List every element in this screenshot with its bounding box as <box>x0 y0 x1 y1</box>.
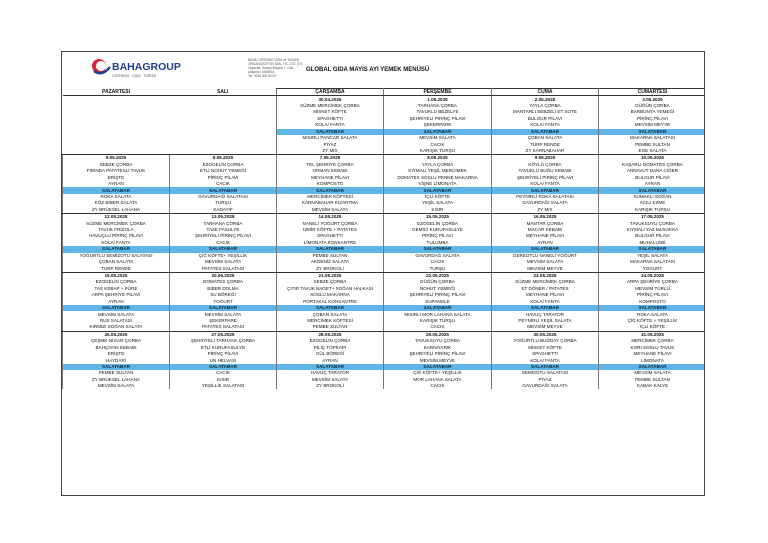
menu-item: MERCİMEK KÖFTESİ <box>277 194 384 200</box>
menu-item: ZY MİX <box>492 207 599 214</box>
menu-item: SEBZE ÇORBA <box>277 279 384 285</box>
menu-item: LİMONATA <box>599 357 706 363</box>
salad-bar-cell: SALATABAR <box>599 129 706 135</box>
menu-item: EZOGELİN ÇORBA <box>277 338 384 344</box>
menu-item: SPAGHETTI <box>492 351 599 357</box>
day-header: CUMARTESİ <box>599 89 706 96</box>
menu-item: DÜĞÜN ÇORBA <box>599 103 706 109</box>
page-title: GLOBAL GIDA MAYIS AYI YEMEK MENÜSÜ <box>306 67 430 73</box>
menu-item: BİBER DOLMA <box>170 286 277 292</box>
menu-item: MEVSİM SALATA <box>277 377 384 383</box>
menu-item: HAYDARİ <box>63 357 170 363</box>
salad-bar-cell: SALATABAR <box>63 364 170 370</box>
menu-item: TURP RENDE <box>492 141 599 147</box>
menu-item: ÇITIR TAVUK BAGET+ SOĞAN HALKASI <box>277 286 384 292</box>
date-cell: 12.05.2025 <box>63 214 170 221</box>
menu-item: MEVSİM SALATA <box>277 207 384 214</box>
menu-item: PİRİNÇ PİLAVI <box>599 292 706 298</box>
menu-item: MEVSİM SALATA <box>384 135 492 141</box>
salad-bar-cell: SALATABAR <box>277 187 384 193</box>
menu-item: HAVUÇ TARATOR <box>277 370 384 376</box>
menu-item: MEVSİM MEYVE <box>492 265 599 272</box>
menu-item: TURP RENDE <box>63 265 170 272</box>
day-header: PERŞEMBE <box>384 89 492 96</box>
menu-item: PEMBE SULTAN <box>599 377 706 383</box>
menu-item: TURŞU <box>170 200 277 206</box>
brand-name: BAHAGROUP <box>112 61 181 73</box>
salad-bar-cell: SALATABAR <box>599 305 706 311</box>
baha-group-logo <box>90 55 195 85</box>
menu-item: PATATES SALATASI <box>170 324 277 331</box>
menu-item: AYRAN <box>63 181 170 187</box>
menu-item: GAVURDAĞI SALATA <box>492 383 599 389</box>
salad-bar-cell: SALATABAR <box>492 364 599 370</box>
menu-item: LİMONATA KONSANTRE <box>277 240 384 246</box>
company-info-line: Organize Sanayi Bölgesi 7. Cad. <box>248 66 295 70</box>
company-info-line: BAHA CATERING GIDA ve TURİZM <box>248 58 300 62</box>
menu-item: ÇİĞ KÖFTE+ YEŞİLLİK <box>170 253 277 259</box>
menu-item: ŞEHRİYELİ PİRİNÇ PİLAVI <box>384 351 492 357</box>
menu-item: AYRAN <box>63 299 170 305</box>
menu-item: GAVURDAĞ SALATA <box>384 253 492 259</box>
menu-item: KARIŞIK TURŞU <box>384 318 492 324</box>
menu-item: DOMATES SOSLU PENNE MAKARNA <box>384 174 492 180</box>
menu-item: TAS KEBAP + PÜRE <box>63 286 170 292</box>
date-cell: 13.05.2025 <box>170 214 277 221</box>
menu-item: KARIŞIK TURŞU <box>384 148 492 155</box>
salad-bar-cell: SALATABAR <box>170 187 277 193</box>
menu-item: EGE SALATA <box>599 148 706 155</box>
day-header: CUMA <box>492 89 599 96</box>
menu-item: AKDENİZ SALATA <box>277 259 384 265</box>
date-cell: 5.05.2025 <box>63 155 170 162</box>
menu-item: PEMBE SULTAN <box>599 141 706 147</box>
menu-item: KIYMALI YAZ MUSAKKA <box>599 227 706 233</box>
menu-item: CACIK <box>170 240 277 246</box>
menu-item: YAYLA ÇORBA <box>492 103 599 109</box>
menu-item: TAVUK FRİZOLA <box>63 227 170 233</box>
menu-item: MEVSİM SALATA <box>170 311 277 317</box>
menu-item: SÜZME MERCİMEK ÇORBA <box>63 220 170 226</box>
menu-item: YOĞURTLU SEMİZOTU SALATASI <box>63 253 170 259</box>
menu-item: KARIŞIK TURŞU <box>599 207 706 214</box>
menu-item: SOSLU MAKARNA <box>277 292 384 298</box>
menu-item: ERİŞTE <box>63 351 170 357</box>
sheet-header <box>62 52 704 88</box>
menu-item: ŞEHRİYELİ PİRİNÇ PİLAVI <box>384 116 492 122</box>
menu-item: PEMBE SULTAN <box>277 253 384 259</box>
menu-item: ÇOBAN SALATA <box>492 135 599 141</box>
menu-item: GAVURDAĞI SALATASI <box>170 194 277 200</box>
menu-row <box>63 383 706 389</box>
menu-item: MEVSİM TÜRLÜ <box>599 286 706 292</box>
menu-item: MEVSİM MEYVE <box>599 122 706 128</box>
menu-item: ŞEHRİYELİ PİRİNÇ PİLAVI <box>384 292 492 298</box>
date-cell: 26.05.2025 <box>63 331 170 338</box>
company-info-line: Alaşehir / MANİSA <box>248 70 275 74</box>
menu-item: ERİŞTE <box>63 174 170 180</box>
company-info-line: Tel: 0236 000 00 00 <box>248 74 277 78</box>
menu-item: MISKET KÖFTE <box>492 344 599 350</box>
menu-item: ARPA ŞEHRİYE ÇORBA <box>599 279 706 285</box>
menu-item: KABAK KALYE <box>599 383 706 389</box>
menu-item: KISIR <box>170 377 277 383</box>
menu-item: MANTARLI SEBZELİ ET SOTE <box>492 109 599 115</box>
menu-item: PİYAZ <box>492 377 599 383</box>
menu-item: TARHANA ÇORBA <box>384 103 492 109</box>
menu-item: İÇLİ KÖFTE <box>384 194 492 200</box>
brand-tagline: CATERING · GIDA · TURİZM <box>112 74 157 78</box>
menu-item: ZY MIX <box>277 148 384 155</box>
menu-item: KOLA/ FANTA <box>492 357 599 363</box>
date-cell: 24.05.2025 <box>599 272 706 279</box>
menu-item: KISIR <box>384 207 492 214</box>
menu-item: KIRMIZI SOĞAN SALATA <box>63 324 170 331</box>
menu-item: CACIK <box>384 141 492 147</box>
menu-item: KOLA/ FANTA <box>492 122 599 128</box>
date-cell: 10.05.2025 <box>599 155 706 162</box>
menu-item: MEYHANE PİLAVI <box>492 233 599 239</box>
menu-item: FIRINDA PATATESLİ TAVUK <box>63 168 170 174</box>
menu-item: YEŞİLLİK SALATASI <box>170 383 277 389</box>
menu-item: BAHÇIVAN KEBABI <box>63 344 170 350</box>
menu-item: YAYLA ÇORBA <box>384 162 492 168</box>
menu-item: PEYNİRLİ YEŞİL SALATA <box>492 318 599 324</box>
date-cell: 29.05.2025 <box>384 331 492 338</box>
menu-item: ROKA SALATA <box>599 311 706 317</box>
date-cell: 30.04.2025 <box>277 96 384 103</box>
date-cell: 8.05.2025 <box>384 155 492 162</box>
menu-item: TULUMBA <box>384 240 492 246</box>
menu-item: DOMATES ÇORBA <box>170 279 277 285</box>
menu-item: ORMAN KEBABI <box>277 168 384 174</box>
menu-row <box>63 148 706 155</box>
menu-item: MANTAR ÇORBA <box>492 220 599 226</box>
menu-item <box>63 96 170 103</box>
menu-item: NOHUT YEMEĞİ <box>384 286 492 292</box>
menu-item: BULGUR PİLAVI <box>599 174 706 180</box>
date-cell: 31.05.2025 <box>599 331 706 338</box>
menu-item: SÜZME MERCİMEK ÇORBA <box>277 103 384 109</box>
menu-item: GÜL BÖREĞİ <box>277 351 384 357</box>
salad-bar-cell: SALATABAR <box>170 364 277 370</box>
salad-bar-cell: SALATABAR <box>384 364 492 370</box>
salad-bar-cell: SALATABAR <box>63 187 170 193</box>
menu-item: DÜĞÜN ÇORBA <box>384 279 492 285</box>
menu-item: KIYMALI YEŞİL MERCİMEK <box>384 168 492 174</box>
salad-bar-cell: SALATABAR <box>63 246 170 252</box>
date-cell: 14.05.2025 <box>277 214 384 221</box>
menu-item: PEYNİRLİ ROKA SALATASI <box>492 194 599 200</box>
menu-item: ŞEHRİYELİ TARHANA ÇORBA <box>170 338 277 344</box>
menu-item: NANELİ YOĞURT ÇORBA <box>277 220 384 226</box>
salad-bar-cell: SALATABAR <box>384 129 492 135</box>
menu-item: EZOGELİN ÇORBA <box>384 220 492 226</box>
salad-bar-cell: SALATABAR <box>492 246 599 252</box>
menu-item: ŞEHRİYELİ PİRİNÇ PİLAVI <box>170 233 277 239</box>
menu-item: YOGURT <box>599 265 706 272</box>
date-cell: 22.05.2025 <box>384 272 492 279</box>
menu-item: ZY BRÜKSEL LAHANA <box>63 207 170 214</box>
menu-item: ARPA ŞEHRİYE PİLAVI <box>63 292 170 298</box>
menu-item: SEBZE ÇORBA <box>63 162 170 168</box>
menu-item: MERCİMEK KÖFTESİ <box>277 318 384 324</box>
salad-bar-cell: SALATABAR <box>277 305 384 311</box>
menu-item: TAVUKLU BEZELYE <box>384 109 492 115</box>
date-cell: 19.05.2025 <box>63 272 170 279</box>
menu-item: MEVSİM SALATA <box>170 259 277 265</box>
menu-item: MEVSİM MEYVE <box>384 357 492 363</box>
menu-item: MISIRLI PANCAR SALATA <box>277 135 384 141</box>
menu-item: YOĞURTLU BUĞDAY ÇORBA <box>492 338 599 344</box>
salad-bar-cell: SALATABAR <box>170 246 277 252</box>
menu-item: MEVSİM MEYVE <box>492 324 599 331</box>
menu-item: PİRİNÇ PİLAVI <box>599 116 706 122</box>
salad-bar-cell: SALATABAR <box>277 129 384 135</box>
day-header: SALI <box>170 89 277 96</box>
menu-item: TAZE FASULYE <box>170 227 277 233</box>
menu-item <box>170 148 277 155</box>
menu-item: MISIRLI MOR LAHANA SALATA <box>384 311 492 317</box>
menu-item: MISKET KÖFTE <box>277 109 384 115</box>
date-cell: 16.05.2025 <box>492 214 599 221</box>
salad-bar-cell: SALATABAR <box>170 305 277 311</box>
salad-bar-cell: SALATABAR <box>492 305 599 311</box>
menu-item: MEVSİM SALATA <box>599 370 706 376</box>
salad-bar-cell: SALATABAR <box>63 305 170 311</box>
menu-item: MEYHANE PİLAVI <box>599 351 706 357</box>
menu-item: EZOGELİN ÇORBA <box>63 279 170 285</box>
menu-item: ETLİ KURUFASULYE <box>170 344 277 350</box>
menu-item: TAVUKSUYU ÇORBA <box>384 338 492 344</box>
menu-item: PEMBE SULTAN <box>277 324 384 331</box>
menu-item: SPAGHETTI <box>277 116 384 122</box>
date-cell: 23.05.2025 <box>492 272 599 279</box>
menu-item: AYRAN <box>492 240 599 246</box>
menu-row <box>63 155 706 162</box>
menu-item: KOLA/ FANTA <box>492 299 599 305</box>
menu-item: KOMPOSTO <box>599 299 706 305</box>
menu-item: CACIK <box>384 383 492 389</box>
menu-row <box>63 214 706 221</box>
date-cell: 27.05.2025 <box>170 331 277 338</box>
menu-item: KOLA/ FANTA <box>63 240 170 246</box>
menu-item: YEŞİL SALATA <box>599 253 706 259</box>
menu-item: TAVUKLU BUĞU KEBABI <box>492 168 599 174</box>
menu-item: PEMBE SULTAN <box>63 370 170 376</box>
menu-item: CACIK <box>170 370 277 376</box>
salad-bar-cell: SALATABAR <box>599 364 706 370</box>
date-cell: 20.05.2025 <box>170 272 277 279</box>
menu-item: TEL ŞEHRİYE ÇORBA <box>277 162 384 168</box>
menu-item: MAKARNA SALATASI <box>599 259 706 265</box>
menu-item: İÇLİ KÖFTE <box>599 324 706 331</box>
menu-item: SEMİZOTU SALATASI <box>492 370 599 376</box>
menu-table <box>62 88 705 389</box>
menu-item: PİRİNÇ PİLAVI <box>170 174 277 180</box>
menu-item <box>170 96 277 103</box>
menu-item: AYRAN <box>277 357 384 363</box>
day-header-row <box>63 89 706 96</box>
menu-item: YEŞİL SALATA <box>384 200 492 206</box>
menu-item: PİRİNÇ PİLAVI <box>170 351 277 357</box>
menu-item: ZY BROKOLİ <box>277 265 384 272</box>
menu-item: MACAR KEBABI <box>492 227 599 233</box>
menu-item: BULGUR PİLAVI <box>599 233 706 239</box>
menu-item <box>63 148 170 155</box>
menu-item: MOR LAHANA SALATA <box>384 377 492 383</box>
menu-item: EZOGELİN ÇORBA <box>170 162 277 168</box>
menu-item: CACIK <box>384 259 492 265</box>
menu-item: MEVSİM SALATA <box>492 259 599 265</box>
menu-item: AYRAN <box>599 181 706 187</box>
salad-bar-cell: SALATABAR <box>384 187 492 193</box>
salad-bar-cell: SALATABAR <box>384 246 492 252</box>
menu-item: BULGUR PİLAVI <box>492 116 599 122</box>
company-info-line: ORGANİZASYON SAN. TİC. LTD. ŞTİ. <box>248 62 304 66</box>
menu-item: ZY KARNABAHAR <box>492 148 599 155</box>
date-cell: 6.05.2025 <box>170 155 277 162</box>
day-header: PAZARTESİ <box>63 89 170 96</box>
menu-item: KARNIYARIK <box>384 344 492 350</box>
menu-item: ŞEKERPARE <box>384 122 492 128</box>
menu-item: ARNAVUT DANA CİĞER <box>599 168 706 174</box>
salad-bar-cell: SALATABAR <box>599 187 706 193</box>
menu-item: GEMİCİ KURUFASULYE <box>384 227 492 233</box>
day-header: ÇARŞAMBA <box>277 89 384 96</box>
menu-item: SUPANGLE <box>384 299 492 305</box>
menu-item: CACIK <box>384 324 492 331</box>
menu-item: HAVUÇLU PİRİNÇ PİLAVI <box>63 233 170 239</box>
menu-item: GAVURDAĞI SALATA <box>492 200 599 206</box>
menu-item: KAŞARLI DOMATES ÇORBA <box>599 162 706 168</box>
menu-item: ŞEKERPARE <box>170 318 277 324</box>
menu-item: ÇİĞ KÖFTE+ YEŞİLLİK <box>384 370 492 376</box>
menu-item: YOĞURT <box>170 299 277 305</box>
menu-item: ÇİĞ KÖFTE + YEŞİLLİK <box>599 318 706 324</box>
menu-item: ACILI EZME <box>599 200 706 206</box>
menu-sheet <box>61 51 705 496</box>
menu-item: ZY BRÜKSEL LAHANA <box>63 377 170 383</box>
menu-item: PORTAKAL KONSANTRE <box>277 299 384 305</box>
menu-item: MEYHANE PİLAVI <box>492 292 599 298</box>
menu-item: KADAYIF <box>170 207 277 214</box>
menu-item: ÇOBAN SALATA <box>63 259 170 265</box>
date-cell: 7.05.2025 <box>277 155 384 162</box>
menu-row <box>63 207 706 214</box>
menu-item: ŞEHRİYELİ PİRİNÇ PİLAVI <box>492 174 599 180</box>
menu-item: TARHANA ÇORBA <box>170 220 277 226</box>
menu-item: BARBUNYA YEMEĞİ <box>599 109 706 115</box>
menu-item: KOLA/ FANTA <box>492 181 599 187</box>
menu-item: VİŞNE LİMONATA <box>384 181 492 187</box>
date-cell: 9.05.2025 <box>492 155 599 162</box>
menu-item: SUMAKLI SOĞAN <box>599 194 706 200</box>
salad-bar-cell: SALATABAR <box>277 246 384 252</box>
menu-item: RUS SALATASI <box>63 318 170 324</box>
menu-item: UN HELVASI <box>170 357 277 363</box>
menu-item: MEVSİM SALATA <box>63 311 170 317</box>
salad-bar-cell: SALATABAR <box>492 129 599 135</box>
date-cell: 30.05.2025 <box>492 331 599 338</box>
menu-row <box>63 265 706 272</box>
menu-item: KOMPOSTO <box>277 181 384 187</box>
menu-item: KÖYLÜ ÇORBA <box>492 162 599 168</box>
menu-item: MERCİMEK ÇORBA <box>599 338 706 344</box>
date-cell: 2.05.2025 <box>492 96 599 103</box>
menu-item: DEREOTLU NANELİ YOĞURT <box>492 253 599 259</box>
salad-bar-cell: SALATABAR <box>277 364 384 370</box>
date-cell: 17.05.2025 <box>599 214 706 221</box>
menu-item: KOLA/ FANTA <box>277 122 384 128</box>
menu-item: PİRİNÇ PİLAVI <box>384 233 492 239</box>
menu-item: KÖZ BİBER SALATA <box>63 200 170 206</box>
menu-item: ZY BROKOLİ <box>277 383 384 389</box>
date-cell: 15.05.2025 <box>384 214 492 221</box>
menu-item: PATATES SALATASI <box>170 265 277 272</box>
menu-item: TAVUKSUYU ÇORBA <box>599 220 706 226</box>
menu-item: KARNABAHAR KIZARTMA <box>277 200 384 206</box>
menu-item: TURŞU <box>384 265 492 272</box>
menu-item: MEYHANE PİLAVI <box>277 174 384 180</box>
menu-item: İZMİR KÖFTE + PATATES <box>277 227 384 233</box>
date-cell: 28.05.2025 <box>277 331 384 338</box>
date-cell: 21.05.2025 <box>277 272 384 279</box>
menu-item: ÇEŞME-NİGAR ÇORBA <box>63 338 170 344</box>
menu-item: MAKARNA SALATASI <box>599 135 706 141</box>
date-cell: 3.05.2025 <box>599 96 706 103</box>
menu-item: ETLİ NOHUT YEMEĞİ <box>170 168 277 174</box>
menu-item: ROKA SALATA <box>63 194 170 200</box>
menu-item: MUHALLEBİ <box>599 240 706 246</box>
menu-item: SÜZME MERCİMEK ÇORBA <box>492 279 599 285</box>
menu-row <box>63 272 706 279</box>
menu-item: HAVUÇ TARATOR <box>492 311 599 317</box>
menu-row <box>63 96 706 103</box>
menu-item: PİYAZ <box>277 141 384 147</box>
menu-item: SU BÖREĞİ <box>170 292 277 298</box>
menu-item: CACIK <box>170 181 277 187</box>
salad-bar-cell: SALATABAR <box>492 187 599 193</box>
salad-bar-cell: SALATABAR <box>599 246 706 252</box>
menu-item: ET DÖNER / PATATES <box>492 286 599 292</box>
salad-bar-cell: SALATABAR <box>384 305 492 311</box>
menu-item: SPAGHETTI <box>277 233 384 239</box>
menu-item: ÇOBAN SALATA <box>277 311 384 317</box>
menu-item: PİLİÇ TOPKAPI <box>277 344 384 350</box>
menu-item: MEVSİM SALATA <box>63 383 170 389</box>
menu-item: KORİ SOSLU TAVUK <box>599 344 706 350</box>
menu-row <box>63 331 706 338</box>
menu-row <box>63 324 706 331</box>
date-cell: 1.05.2025 <box>384 96 492 103</box>
